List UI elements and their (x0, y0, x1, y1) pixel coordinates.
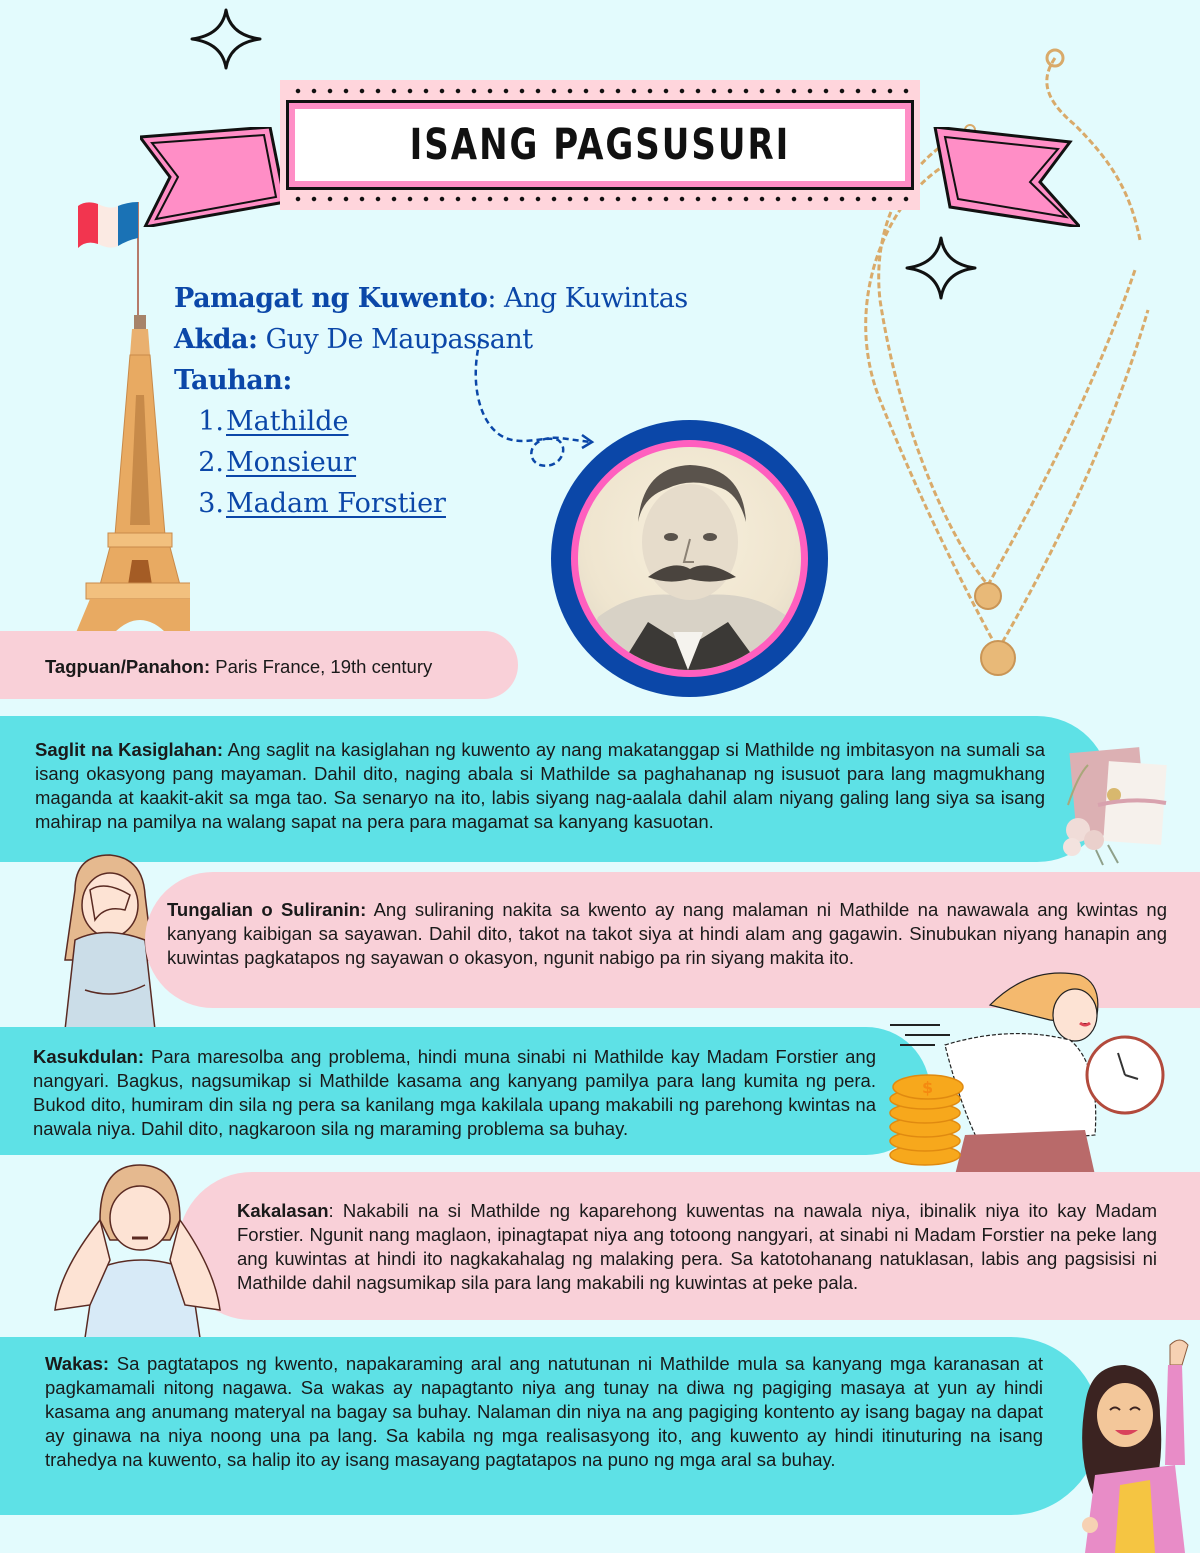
setting-label: Tagpuan/Panahon: (45, 656, 211, 677)
story-title-label: Pamagat ng Kuwento (174, 283, 488, 314)
character-link-madam-forstier[interactable]: Madam Forstier (226, 488, 446, 519)
banner-dots (290, 88, 910, 94)
banner-body (295, 109, 905, 181)
title-banner (140, 75, 1080, 225)
author-portrait-image (578, 447, 801, 670)
section-falling-action (237, 1199, 1157, 1295)
characters-label: Tauhan: (174, 365, 292, 396)
story-title-value: Ang Kuwintas (504, 283, 688, 314)
dashed-arrow-icon (440, 340, 600, 480)
characters-line (174, 360, 688, 401)
story-title-line (174, 278, 688, 319)
section-conflict (167, 898, 1167, 970)
section-rising-action (35, 738, 1045, 834)
banner-dots (290, 196, 910, 202)
svg-text:$: $ (922, 1078, 934, 1097)
sparkle-icon (190, 8, 262, 70)
character-number: 1. (198, 406, 224, 437)
character-link-monsieur[interactable]: Monsieur (226, 447, 357, 478)
author-line (174, 319, 688, 360)
section-body: : Nakabili na si Mathilde ng kaparehong kuwentas na nawala niya, ibinalik niya ito kay Madam Forstier. Ngunit nang maglaon, ipinagtapat niya ang totoong nangyari, at sinabi ni Madam Forstier na peke lang ang kuwintas at hindi ito nagkakahalag ng malaking pera. Sa katotohanang natuklasan, labis ang pagsisisi ni Mathilde dahil nagsumikap sila para lang makabili ng kuwintas at peke pala. (237, 1200, 1157, 1293)
woman-cheering-icon (1070, 1325, 1200, 1553)
author-portrait (551, 420, 828, 697)
character-link-mathilde[interactable]: Mathilde (226, 406, 349, 437)
character-number: 3. (198, 488, 224, 519)
section-label: Tungalian o Suliranin: (167, 899, 367, 920)
section-label: Wakas: (45, 1353, 110, 1374)
section-label: Kakalasan (237, 1200, 329, 1221)
section-body: Ang saglit na kasiglahan ng kuwento ay nang makatanggap si Mathilde ng imbitasyon na sumali sa isang okasyong pang mayaman. Dahil dito, naging abala si Mathilde sa paghahanap ng isusuot para lang magmukhang maganda at kaakit-akit sa mga tao. Sa senaryo na ito, labis siyang nag-aalala dahil alam niyang galing lang siya sa isang mahirap na pamilya na walang sapat na pera para magamat sa kanyang kasuotan. (35, 739, 1045, 832)
section-body: Para maresolba ang problema, hindi muna sinabi ni Mathilde kay Madam Forstier ang nangyari. Bagkus, nagsumikap si Mathilde kasama ang kanyang pamilya para lang kumita ng pera. Bukod dito, humiram din sila ng pera sa kanilang mga kakilala upang makabili ng parehong kwintas na nawala niya. Dahil dito, nagkaroon sila ng maraming problema sa buhay. (33, 1046, 876, 1139)
page-title: ISANG PAGSUSURI (409, 120, 791, 170)
portrait-icon (578, 447, 801, 670)
section-body: Sa pagtatapos ng kwento, napakaraming aral ang natutunan ni Mathilde mula sa kanyang mga karanasan at pagkamamali nitong nagawa. Sa wakas ay napagtanto niya ang tunay na diwa ng pagiging masaya at yun ay hindi kasama ang anumang materyal na bagay sa buhay. Nalaman din niya na ang pagiging kontento ay isang bagay na dapat ay ginawa na niya noong una pa lang. Sa kabila ng mga realisasyong ito, ang kuwento ay hindi itinuturing na isang trahedya na kuwento, sa halip ito ay isang masayang pagtatapos na puno ng mga aral sa buhay. (45, 1353, 1043, 1470)
woman-running-late-icon (880, 965, 1170, 1175)
author-label: Akda: (174, 324, 258, 355)
setting-value: Paris France, 19th century (210, 656, 433, 677)
woman-crying-icon (40, 1160, 230, 1338)
section-ending (45, 1352, 1043, 1472)
setting-text (45, 655, 432, 679)
author-value: Guy De Maupassant (257, 324, 533, 355)
character-number: 2. (198, 447, 224, 478)
ribbon-left-icon (140, 127, 290, 227)
section-label: Saglit na Kasiglahan: (35, 739, 224, 760)
envelope-flowers-icon (1048, 735, 1178, 870)
eiffel-tower-icon (40, 255, 190, 635)
section-label: Kasukdulan: (33, 1046, 145, 1067)
banner-inner (286, 100, 914, 190)
banner-frame (280, 80, 920, 210)
section-climax (33, 1045, 876, 1141)
section-body: Ang suliraning nakita sa kwento ay nang malaman ni Mathilde na nawawala ang kwintas ng kanyang kaibigan sa sayawan. Dahil dito, takot na takot siya at hindi alam ang gagawin. Sinubukan niyang hanapin ang kuwintas pagkatapos ng sayawan o okasyon, ngunit nabigo pa rin siyang makita ito. (167, 899, 1167, 968)
story-title-sep: : (487, 283, 505, 314)
ribbon-right-icon (930, 127, 1080, 227)
portrait-ring (571, 440, 808, 677)
